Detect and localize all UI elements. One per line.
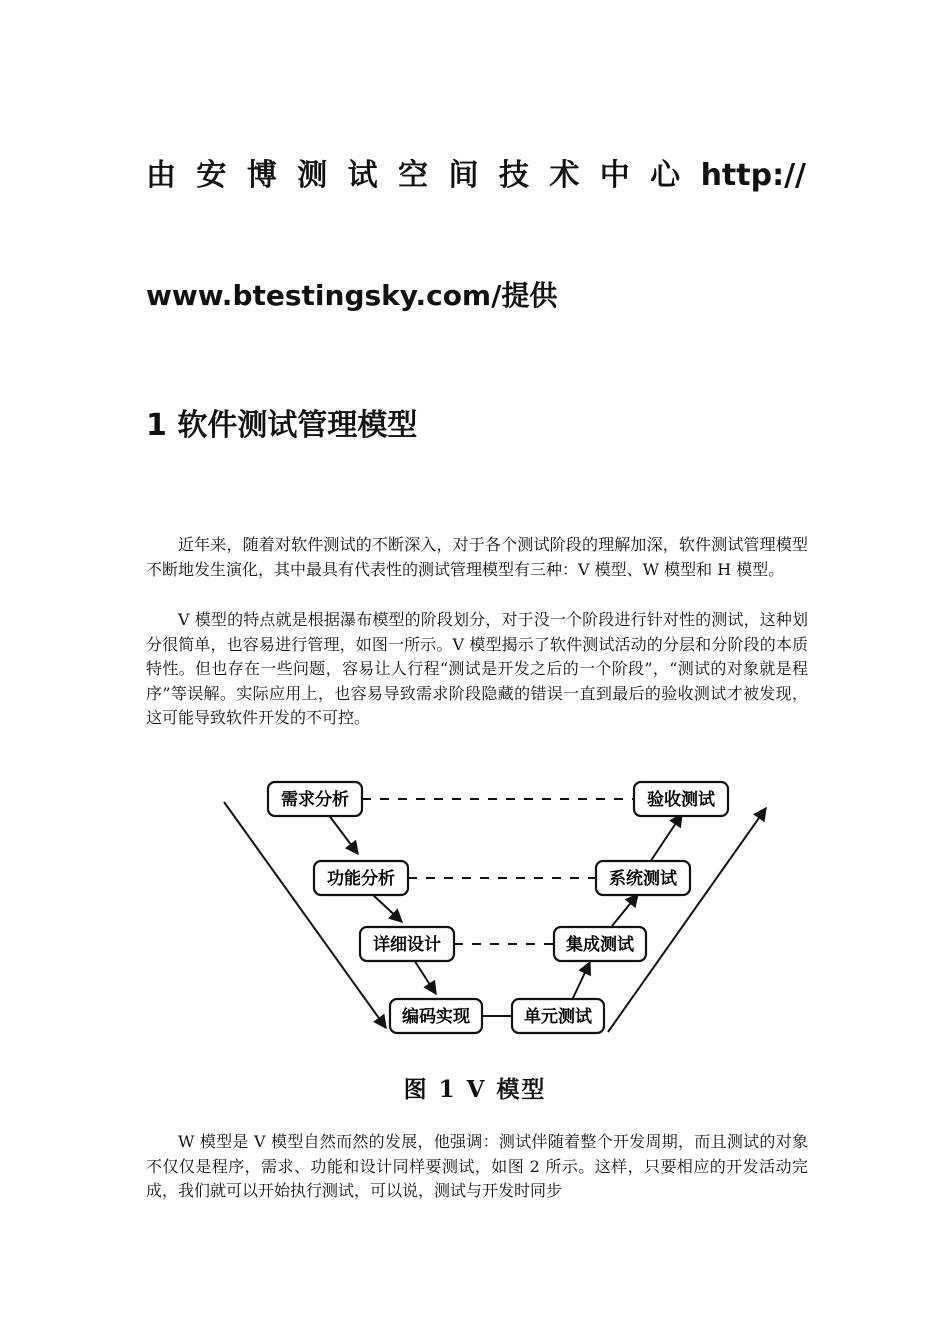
paragraph-w-model: W 模型是 V 模型自然而然的发展，他强调：测试伴随着整个开发周期，而且测试的对象不仅仅是程序，需求、功能和设计同样要测试，如图 2 所示。这样，只要相应的开发活动完成，我们就可以开始执行测试，可以说，测试与开发时同步 bbox=[146, 1132, 808, 1200]
box-unit-test bbox=[512, 999, 604, 1033]
box-function-analysis bbox=[314, 861, 408, 895]
v-left-arrow bbox=[224, 802, 386, 1028]
header-provider-line2: www.btestingsky.com/提供 bbox=[146, 279, 558, 312]
arrow-down-2 bbox=[372, 894, 402, 922]
arrow-down-1 bbox=[328, 814, 358, 854]
paragraph-v-model: V 模型的特点就是根据瀑布模型的阶段划分，对于没一个阶段进行针对性的测试，这种划分很简单，也容易进行管理，如图一所示。V 模型揭示了软件测试活动的分层和分阶段的本质特性。但也存在一些问题，容易让人行程“测试是开发之后的一个阶段”，“测试的对象就是程序”等误解。实际应用上，也容易导致需求阶段隐藏的错误一直到最后的验收测试才被发现，这可能导致软件开发的不可控。 bbox=[146, 610, 808, 727]
box-label: 编码实现 bbox=[402, 1007, 470, 1027]
box-coding bbox=[390, 999, 482, 1033]
box-label: 集成测试 bbox=[566, 935, 634, 955]
box-acceptance-test bbox=[634, 782, 728, 816]
box-label: 系统测试 bbox=[609, 869, 677, 889]
box-label: 详细设计 bbox=[373, 935, 441, 955]
v-model-figure bbox=[218, 770, 778, 1080]
box-detailed-design bbox=[360, 927, 454, 961]
header-provider-line1: 由 安 博 测 试 空 间 技 术 中 心 http:// bbox=[146, 158, 806, 193]
paragraph-intro: 近年来，随着对软件测试的不断深入，对于各个测试阶段的理解加深，软件测试管理模型不断地发生演化，其中最具有代表性的测试管理模型有三种：V 模型、W 模型和 H 模型。 bbox=[146, 535, 808, 579]
arrow-up-2 bbox=[612, 894, 638, 926]
arrow-down-3 bbox=[414, 960, 436, 994]
figure-caption: 图 1 V 模型 bbox=[403, 1076, 547, 1103]
box-label: 需求分析 bbox=[281, 790, 349, 810]
v-model-diagram bbox=[218, 770, 778, 1080]
box-label: 功能分析 bbox=[327, 869, 395, 889]
box-label: 单元测试 bbox=[524, 1007, 592, 1027]
arrow-up-1 bbox=[572, 962, 590, 1000]
section-heading: 1 软件测试管理模型 bbox=[146, 408, 418, 443]
box-integration-test bbox=[554, 927, 646, 961]
box-label: 验收测试 bbox=[647, 790, 715, 810]
arrow-up-3 bbox=[650, 814, 682, 862]
box-system-test bbox=[596, 861, 690, 895]
box-requirements-analysis bbox=[268, 782, 362, 816]
v-right-arrow bbox=[608, 808, 766, 1032]
